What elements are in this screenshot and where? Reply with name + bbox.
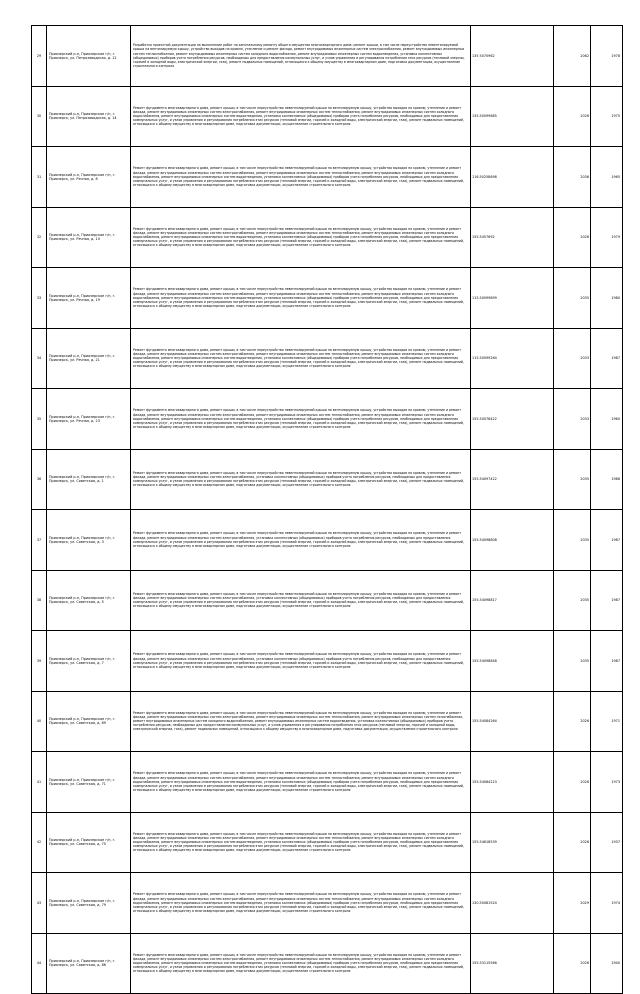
cadastral-number-cell: 155.54098817 xyxy=(471,570,554,631)
works-description-cell: Ремонт фундамента многоквартирного дома, ремонт крыши, в том числе переустройство невентилируемой крыши на вентилируемую крышу, устройство выходов на кровлю, утепление и ремонт фасада, ремонт внутридомовых инженерных систем электроснабжения, установка коллективных (общедомовых) приборов учета потребления ресурсов, необходимых для предоставления коммунальных услуг, и узлов управления и регулирования потребления этих ресурсов (тепловой энергии, горячей и холодной воды, электрической энергии, газа), ремонт подвальных помещений, относящихся к общему имуществу в многоквартирном доме, подготовка документации, осуществление строительного контроля xyxy=(131,631,471,692)
address-cell: Приозерский р-н, Приозерское г/п, г. Приозерск, ул. Советская, д. 7 xyxy=(47,631,131,692)
cadastral-number-cell: 135 5070962 xyxy=(471,26,554,87)
cadastral-number-cell: 135.50099685 xyxy=(471,86,554,147)
build-year-cell: 1974 xyxy=(591,873,623,934)
planned-year-cell: 2036 xyxy=(554,147,591,208)
row-number: 39 xyxy=(32,631,47,692)
works-description-cell: Ремонт фундамента многоквартирного дома, ремонт крыши, в том числе переустройство невентилируемой крыши на вентилируемую крышу, устройство выходов на кровлю, утепление и ремонт фасада, ремонт внутридомовых инженерных систем электроснабжения, ремонт внутридомовых инженерных систем теплоснабжения, ремонт внутридомовых инженерных систем холодного водоснабжения, ремонт внутридомовых инженерных систем водоотведения, установка коллективных (общедомовых) приборов учета потребления ресурсов, необходимых для предоставления коммунальных услуг, и узлов управления и регулирования потребления этих ресурсов (тепловой энергии, горячей и холодной воды, электрической энергии, газа), ремонт подвальных помещений, относящихся к общему имуществу в многоквартирном доме, подготовка документации, осуществление строительного контроля xyxy=(131,812,471,873)
row-number: 40 xyxy=(32,691,47,752)
table-row xyxy=(32,691,623,752)
cadastral-number-cell: 115.50099899 xyxy=(471,268,554,329)
planned-year-cell: 2033 xyxy=(554,328,591,389)
row-number: 30 xyxy=(32,86,47,147)
build-year-cell: 1965 xyxy=(591,147,623,208)
planned-year-cell: 2026 xyxy=(554,933,591,994)
planned-year-cell: 2033 xyxy=(554,389,591,450)
works-description-cell: Ремонт фундамента многоквартирного дома, ремонт крыши, в том числе переустройство невентилируемой крыши на вентилируемую крышу, устройство выходов на кровлю, утепление и ремонт фасада, ремонт внутридомовых инженерных систем электроснабжения, установка коллективных (общедомовых) приборов учета потребления ресурсов, необходимых для предоставления коммунальных услуг, и узлов управления и регулирования потребления этих ресурсов (тепловой энергии, горячей и холодной воды, электрической энергии, газа), ремонт подвальных помещений, относящихся к общему имуществу в многоквартирном доме, подготовка документации, осуществление строительного контроля xyxy=(131,510,471,571)
works-description-cell: Ремонт фундамента многоквартирного дома, ремонт крыши, в том числе переустройство невентилируемой крыши на вентилируемую крышу, устройство выходов на кровлю, утепление и ремонт фасада, ремонт внутридомовых инженерных систем электроснабжения, ремонт внутридомовых инженерных систем теплоснабжения, ремонт внутридомовых инженерных систем холодного водоснабжения, ремонт внутридомовых инженерных систем водоотведения, установка коллективных (общедомовых) приборов учета потребления ресурсов, необходимых для предоставления коммунальных услуг, и узлов управления и регулирования потребления этих ресурсов (тепловой энергии, горячей и холодной воды, электрической энергии, газа), ремонт подвальных помещений, относящихся к общему имуществу в многоквартирном доме, подготовка документации, осуществление строительного контроля xyxy=(131,933,471,994)
row-number: 33 xyxy=(32,268,47,329)
row-number: 37 xyxy=(32,510,47,571)
works-description-cell: Ремонт фундамента многоквартирного дома, ремонт крыши, в том числе переустройство невентилируемой крыши на вентилируемую крышу, устройство выходов на кровлю, утепление и ремонт фасада, ремонт внутридомовых инженерных систем электроснабжения, установка коллективных (общедомовых) приборов учета потребления ресурсов, необходимых для предоставления коммунальных услуг, и узлов управления и регулирования потребления этих ресурсов (тепловой энергии, горячей и холодной воды, электрической энергии, газа), ремонт подвальных помещений, относящихся к общему имуществу в многоквартирном доме, подготовка документации, осуществление строительного контроля xyxy=(131,449,471,510)
planned-year-cell: 2062 xyxy=(554,26,591,87)
address-cell: Приозерский р-н, Приозерское г/п, г. Приозерск, ул. Речная, д. 8 xyxy=(47,147,131,208)
table-row xyxy=(32,812,623,873)
table-row xyxy=(32,873,623,934)
row-number: 41 xyxy=(32,752,47,813)
planned-year-cell: 2026 xyxy=(554,207,591,268)
planned-year-cell: 2026 xyxy=(554,752,591,813)
works-description-cell: Ремонт фундамента многоквартирного дома, ремонт крыши, в том числе переустройство невентилируемой крыши на вентилируемую крышу, устройство выходов на кровлю, утепление и ремонт фасада, ремонт внутридомовых инженерных систем электроснабжения, ремонт внутридомовых инженерных систем теплоснабжения, ремонт внутридомовых инженерных систем холодного водоснабжения, ремонт внутридомовых инженерных систем водоотведения, установка коллективных (общедомовых) приборов учета потребления ресурсов, необходимых для предоставления коммунальных услуг, и узлов управления и регулирования потребления этих ресурсов (тепловой энергии, горячей и холодной воды, электрической энергии, газа), ремонт подвальных помещений, относящихся к общему имуществу в многоквартирном доме, подготовка документации, осуществление строительного контроля xyxy=(131,268,471,329)
address-cell: Приозерский р-н, Приозерское г/п, г. Приозерск, ул. Советская, д. 86 xyxy=(47,933,131,994)
build-year-cell: 1960 xyxy=(591,389,623,450)
row-number: 31 xyxy=(32,147,47,208)
table-row xyxy=(32,449,623,510)
address-cell: Приозерский р-н, Приозерское г/п, г. Приозерск, ул. Советская, д. 75 xyxy=(47,812,131,873)
build-year-cell: 1987 xyxy=(591,328,623,389)
table-row xyxy=(32,328,623,389)
works-description-cell: Ремонт фундамента многоквартирного дома, ремонт крыши, в том числе переустройство невентилируемой крыши на вентилируемую крышу, устройство выходов на кровлю, утепление и ремонт фасада, ремонт внутридомовых инженерных систем электроснабжения, установка коллективных (общедомовых) приборов учета потребления ресурсов, необходимых для предоставления коммунальных услуг, и узлов управления и регулирования потребления этих ресурсов (тепловой энергии, горячей и холодной воды, электрической энергии, газа), ремонт подвальных помещений, относящихся к общему имуществу в многоквартирном доме, подготовка документации, осуществление строительного контроля xyxy=(131,570,471,631)
works-description-cell: Ремонт фундамента многоквартирного дома, ремонт крыши, в том числе переустройство невентилируемой крыши на вентилируемую крышу, устройство выходов на кровлю, утепление и ремонт фасада, ремонт внутридомовых инженерных систем электроснабжения, ремонт внутридомовых инженерных систем теплоснабжения, ремонт внутридомовых инженерных систем холодного водоснабжения, ремонт внутридомовых инженерных систем водоотведения, установка коллективных (общедомовых) приборов учета потребления ресурсов, необходимых для предоставления коммунальных услуг, и узлов управления и регулирования потребления этих ресурсов (тепловой энергии, горячей и холодной воды, электрической энергии, газа), ремонт подвальных помещений, относящихся к общему имуществу в многоквартирном доме, подготовка документации, осуществление строительного контроля xyxy=(131,389,471,450)
planned-year-cell: 2026 xyxy=(554,812,591,873)
table-row xyxy=(32,570,623,631)
cadastral-number-cell: 155.53115566 xyxy=(471,933,554,994)
works-description-cell: Ремонт фундамента многоквартирного дома, ремонт крыши, в том числе переустройство невентилируемой крыши на вентилируемую крышу, устройство выходов на кровлю, утепление и ремонт фасада, ремонт внутридомовых инженерных систем электроснабжения, ремонт внутридомовых инженерных систем теплоснабжения, ремонт внутридомовых инженерных систем холодного водоснабжения, ремонт внутридомовых инженерных систем водоотведения, установка коллективных (общедомовых) приборов учета потребления ресурсов, необходимых для предоставления коммунальных услуг, и узлов управления и регулирования потребления этих ресурсов (тепловой энергии, горячей и холодной воды, электрической энергии, газа), ремонт подвальных помещений, относящихся к общему имуществу в многоквартирном доме, подготовка документации, осуществление строительного контроля xyxy=(131,328,471,389)
row-number: 32 xyxy=(32,207,47,268)
cadastral-number-cell: 130.50081524 xyxy=(471,873,554,934)
row-number: 34 xyxy=(32,328,47,389)
works-description-cell: Ремонт фундамента многоквартирного дома, ремонт крыши, в том числе переустройство невентилируемой крыши на вентилируемую крышу, устройство выходов на кровлю, утепление и ремонт фасада, ремонт внутридомовых инженерных систем электроснабжения, ремонт внутридомовых инженерных систем теплоснабжения, ремонт внутридомовых инженерных систем холодного водоснабжения, ремонт внутридомовых инженерных систем водоотведения, установка коллективных (общедомовых) приборов учета потребления ресурсов, необходимых для предоставления коммунальных услуг, и узлов управления и регулирования потребления этих ресурсов (тепловой энергии, горячей и холодной воды, электрической энергии, газа), ремонт подвальных помещений, относящихся к общему имуществу в многоквартирном доме, подготовка документации, осуществление строительного контроля xyxy=(131,752,471,813)
row-number: 42 xyxy=(32,812,47,873)
table-row xyxy=(32,752,623,813)
planned-year-cell: 2026 xyxy=(554,86,591,147)
cadastral-number-cell: 155.50078422 xyxy=(471,389,554,450)
address-cell: Приозерский р-н, Приозерское г/п, г. Приозерск, ул. Советская, д. 1 xyxy=(47,449,131,510)
cadastral-number-cell: 155.54097422 xyxy=(471,449,554,510)
planned-year-cell: 2035 xyxy=(554,570,591,631)
cadastral-number-cell: 155.54084223 xyxy=(471,752,554,813)
row-number: 29 xyxy=(32,26,47,87)
cadastral-number-cell: 116.50258698 xyxy=(471,147,554,208)
planned-year-cell: 2035 xyxy=(554,268,591,329)
cadastral-number-cell: 155.54098808 xyxy=(471,510,554,571)
works-description-cell: Ремонт фундамента многоквартирного дома, ремонт крыши, в том числе переустройство невентилируемой крыши на вентилируемую крышу, устройство выходов на кровлю, утепление и ремонт фасада, ремонт внутридомовых инженерных систем электроснабжения, ремонт внутридомовых инженерных систем теплоснабжения, ремонт внутридомовых инженерных систем холодного водоснабжения, ремонт внутридомовых инженерных систем водоотведения, установка коллективных (общедомовых) приборов учета потребления ресурсов, необходимых для предоставления коммунальных услуг, и узлов управления и регулирования потребления этих ресурсов (тепловой энергии, горячей и холодной воды, электрической энергии, газа), ремонт подвальных помещений, относящихся к общему имуществу в многоквартирном доме, подготовка документации, осуществление строительного контроля xyxy=(131,86,471,147)
build-year-cell: 1971 xyxy=(591,691,623,752)
table-row xyxy=(32,86,623,147)
build-year-cell: 1986 xyxy=(591,449,623,510)
repair-program-table xyxy=(31,25,623,994)
address-cell: Приозерский р-н, Приозерское г/п, г. Приозерск, ул. Петрозаводская, д. 14 xyxy=(47,86,131,147)
build-year-cell: 1987 xyxy=(591,631,623,692)
address-cell: Приозерский р-н, Приозерское г/п, г. Приозерск, ул. Речная, д. 23 xyxy=(47,389,131,450)
row-number: 43 xyxy=(32,873,47,934)
table-row xyxy=(32,26,623,87)
address-cell: Приозерский р-н, Приозерское г/п, г. Приозерск, ул. Советская, д. 5 xyxy=(47,570,131,631)
build-year-cell: 1980 xyxy=(591,268,623,329)
table-row xyxy=(32,510,623,571)
planned-year-cell: 2035 xyxy=(554,449,591,510)
planned-year-cell: 2035 xyxy=(554,510,591,571)
cadastral-number-cell: 155.54084264 xyxy=(471,691,554,752)
address-cell: Приозерский р-н, Приозерское г/п, г. Приозерск, ул. Советская, д. 71 xyxy=(47,752,131,813)
build-year-cell: 1940 xyxy=(591,933,623,994)
build-year-cell: 1978 xyxy=(591,26,623,87)
works-description-cell: Ремонт фундамента многоквартирного дома, ремонт крыши, в том числе переустройство невентилируемой крыши на вентилируемую крышу, устройство выходов на кровлю, утепление и ремонт фасада, ремонт внутридомовых инженерных систем электроснабжения, ремонт внутридомовых инженерных систем теплоснабжения, ремонт внутридомовых инженерных систем газоснабжения, ремонт внутридомовых инженерных систем холодного водоснабжения, ремонт внутридомовых инженерных систем водоотведения, установка коллективных (общедомовых) приборов учета потребления ресурсов, необходимых для предоставления коммунальных услуг, и узлов управления и регулирования потребления этих ресурсов (тепловой энергии, горячей и холодной воды, электрической энергии, газа), ремонт подвальных помещений, относящихся к общему имуществу в многоквартирном доме, подготовка документации, осуществление строительного контроля xyxy=(131,691,471,752)
row-number: 36 xyxy=(32,449,47,510)
cadastral-number-cell: 155.5457692 xyxy=(471,207,554,268)
cadastral-number-cell: 155.54618539 xyxy=(471,812,554,873)
address-cell: Приозерский р-н, Приозерское г/п, г. Приозерск, ул. Советская, д. 79 xyxy=(47,873,131,934)
row-number: 44 xyxy=(32,933,47,994)
address-cell: Приозерский р-н, Приозерское г/п, г. Приозерск, ул. Советская, д. 3 xyxy=(47,510,131,571)
row-number: 35 xyxy=(32,389,47,450)
works-description-cell: Ремонт фундамента многоквартирного дома, ремонт крыши, в том числе переустройство невентилируемой крыши на вентилируемую крышу, устройство выходов на кровлю, утепление и ремонт фасада, ремонт внутридомовых инженерных систем электроснабжения, ремонт внутридомовых инженерных систем теплоснабжения, ремонт внутридомовых инженерных систем холодного водоснабжения, ремонт внутридомовых инженерных систем водоотведения, установка коллективных (общедомовых) приборов учета потребления ресурсов, необходимых для предоставления коммунальных услуг, и узлов управления и регулирования потребления этих ресурсов (тепловой энергии, горячей и холодной воды, электрической энергии, газа), ремонт подвальных помещений, относящихся к общему имуществу в многоквартирном доме, подготовка документации, осуществление строительного контроля xyxy=(131,207,471,268)
works-description-cell: Разработка проектной документации на выполнение работ по капитальному ремонту общего имущества многоквартирного дома: ремонт крыши, в том числе переустройство невентилируемой крыши на вентилируемую крышу, устройство выходов на кровлю, утепление и ремонт фасада, ремонт внутридомовых инженерных систем электроснабжения, ремонт внутридомовых инженерных систем теплоснабжения, ремонт внутридомовых инженерных систем холодного водоснабжения, ремонт внутридомовых инженерных систем водоотведения, установка коллективных (общедомовых) приборов учета потребления ресурсов, необходимых для предоставления коммунальных услуг, и узлов управления и регулирования потребления этих ресурсов (тепловой энергии, горячей и холодной воды, электрической энергии, газа), ремонт подвальных помещений, относящихся к общему имуществу в многоквартирном доме, подготовка документации, осуществление строительного контроля xyxy=(131,26,471,87)
document-page xyxy=(31,25,620,994)
build-year-cell: 1987 xyxy=(591,510,623,571)
address-cell: Приозерский р-н, Приозерское г/п, г. Приозерск, ул. Речная, д. 19 xyxy=(47,268,131,329)
row-number: 38 xyxy=(32,570,47,631)
address-cell: Приозерский р-н, Приозерское г/п, г. Приозерск, ул. Речная, д. 21 xyxy=(47,328,131,389)
table-row xyxy=(32,389,623,450)
table-row xyxy=(32,933,623,994)
address-cell: Приозерский р-н, Приозерское г/п, г. Приозерск, ул. Речная, д. 10 xyxy=(47,207,131,268)
works-description-cell: Ремонт фундамента многоквартирного дома, ремонт крыши, в том числе переустройство невентилируемой крыши на вентилируемую крышу, устройство выходов на кровлю, утепление и ремонт фасада, ремонт внутридомовых инженерных систем электроснабжения, ремонт внутридомовых инженерных систем теплоснабжения, ремонт внутридомовых инженерных систем холодного водоснабжения, ремонт внутридомовых инженерных систем водоотведения, установка коллективных (общедомовых) приборов учета потребления ресурсов, необходимых для предоставления коммунальных услуг, и узлов управления и регулирования потребления этих ресурсов (тепловой энергии, горячей и холодной воды, электрической энергии, газа), ремонт подвальных помещений, относящихся к общему имуществу в многоквартирном доме, подготовка документации, осуществление строительного контроля xyxy=(131,147,471,208)
cadastral-number-cell: 115.50099264 xyxy=(471,328,554,389)
cadastral-number-cell: 155.54098848 xyxy=(471,631,554,692)
build-year-cell: 1987 xyxy=(591,570,623,631)
table-row xyxy=(32,268,623,329)
table-row xyxy=(32,147,623,208)
build-year-cell: 1979 xyxy=(591,207,623,268)
build-year-cell: 1973 xyxy=(591,752,623,813)
address-cell: Приозерский р-н, Приозерское г/п, г. Приозерск, ул. Советская, д. 69 xyxy=(47,691,131,752)
address-cell: Приозерский р-н, Приозерское г/п, г. Приозерск, ул. Петрозаводская, д. 12 xyxy=(47,26,131,87)
planned-year-cell: 2026 xyxy=(554,691,591,752)
build-year-cell: 1975 xyxy=(591,86,623,147)
planned-year-cell: 2029 xyxy=(554,873,591,934)
works-description-cell: Ремонт фундамента многоквартирного дома, ремонт крыши, в том числе переустройство невентилируемой крыши на вентилируемую крышу, устройство выходов на кровлю, утепление и ремонт фасада, ремонт внутридомовых инженерных систем электроснабжения, ремонт внутридомовых инженерных систем теплоснабжения, ремонт внутридомовых инженерных систем холодного водоснабжения, ремонт внутридомовых инженерных систем водоотведения, установка коллективных (общедомовых) приборов учета потребления ресурсов, необходимых для предоставления коммунальных услуг, и узлов управления и регулирования потребления этих ресурсов (тепловой энергии, горячей и холодной воды, электрической энергии, газа), ремонт подвальных помещений, относящихся к общему имуществу в многоквартирном доме, подготовка документации, осуществление строительного контроля xyxy=(131,873,471,934)
table-row xyxy=(32,207,623,268)
planned-year-cell: 2035 xyxy=(554,631,591,692)
table-body xyxy=(32,26,623,994)
build-year-cell: 1937 xyxy=(591,812,623,873)
table-row xyxy=(32,631,623,692)
